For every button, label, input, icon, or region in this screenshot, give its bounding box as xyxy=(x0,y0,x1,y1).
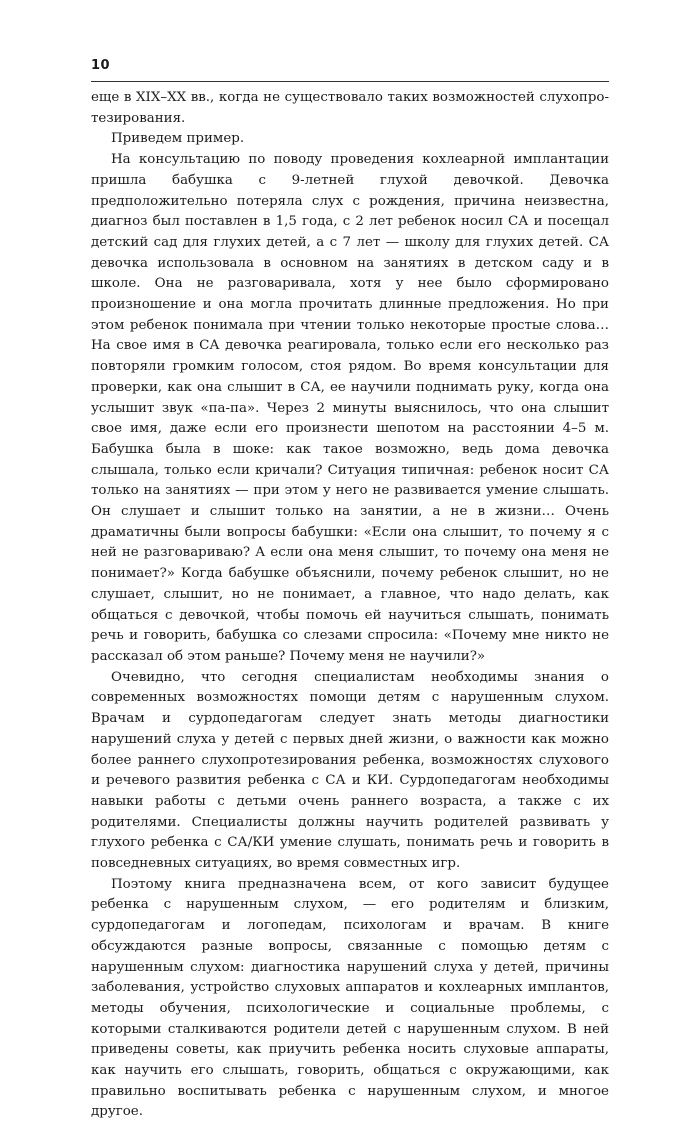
header-rule xyxy=(91,81,609,82)
paragraph-example-intro: Приведем пример. xyxy=(111,131,245,147)
paragraph-book-purpose: Поэтому книга предназначена всем, от кого зависит будущее ребенка с нарушенным слухом, — его родителям и близким, сурдопедагогам и логопедам, психологам и врачам. В книге обсуждаются разные вопросы, связанные с помощью детям с нарушенным слухом: диагностика нарушений слуха у детей, причины заболевания, устройство слуховых аппаратов и кохлеарных имплантов, методы обучения, психологические и социальные проблемы, с которыми сталкиваются родители детей с нарушенным слухом. В ней приведены советы, как приучить ребенка носить слуховые аппараты, как научить его слышать, говорить, общаться с окружающими, как правильно воспитывать ребенка с нарушенным слухом, и многое другое. xyxy=(91,876,609,1120)
page-body xyxy=(91,88,609,1123)
paragraph-specialists: Очевидно, что сегодня специалистам необходимы знания о современных возможностях помощи детям с нарушенным слухом. Врачам и сурдопедагогам следует знать методы диагностики нарушений слуха у детей с первых дней жизни, о важности как можно более раннего слухопротезирования ребенка, возможностях слухового и речевого развития ребенка с СА и КИ. Сурдопедагогам необходимы навыки работы с детьми очень раннего возраста, а также с их родителями. Специалисты должны научить родителей развивать у глухого ребенка с СА/КИ умение слушать, понимать речь и говорить в повседневных ситуациях, во время совместных игр. xyxy=(91,669,609,872)
page-number: 10 xyxy=(91,58,111,73)
paragraph-continuation: еще в XIX–XX вв., когда не существовало таких возможностей слухопротезирования. xyxy=(91,90,609,126)
paragraph-case-story: На консультацию по поводу проведения кохлеарной имплантации пришла бабушка с 9-летней глухой девочкой. Девочка предположительно потеряла слух с рождения, причина неизвестна, диагноз был поставлен в 1,5 года, с 2 лет ребенок носил СА и посещал детский сад для глухих детей, а с 7 лет — школу для глухих детей. СА девочка использовала в основном на занятиях в детском саду и в школе. Она не разговаривала, хотя у нее было сформировано произношение и она могла прочитать длинные предложения. Но при этом ребенок понимала при чтении только некоторые простые слова… На свое имя в СА девочка реагировала, только если его несколько раз повторяли громким голосом, стоя рядом. Во время консультации для проверки, как она слышит в СА, ее научили поднимать руку, когда она услышит звук «па-па». Через 2 минуты выяснилось, что она слышит свое имя, даже если его произнести шепотом на расстоянии 4–5 м. Бабушка была в шоке: как такое возможно, ведь дома девочка слышала, только если кричали? Ситуация типичная: ребенок носит СА только на занятиях — при этом у него не развивается умение слышать. Он слушает и слышит только на занятии, а не в жизни… Очень драматичны были вопросы бабушки: «Если она слышит, то почему я с ней не разговариваю? А если она меня слышит, то почему она меня не понимает?» Когда бабушке объяснили, почему ребенок слышит, но не слушает, слышит, но не понимает, а главное, что надо делать, как общаться с девочкой, чтобы помочь ей научиться слышать, понимать речь и говорить, бабушка со слезами спросила: «Почему мне никто не рассказал об этом раньше? Почему меня не научили?» xyxy=(91,152,609,664)
